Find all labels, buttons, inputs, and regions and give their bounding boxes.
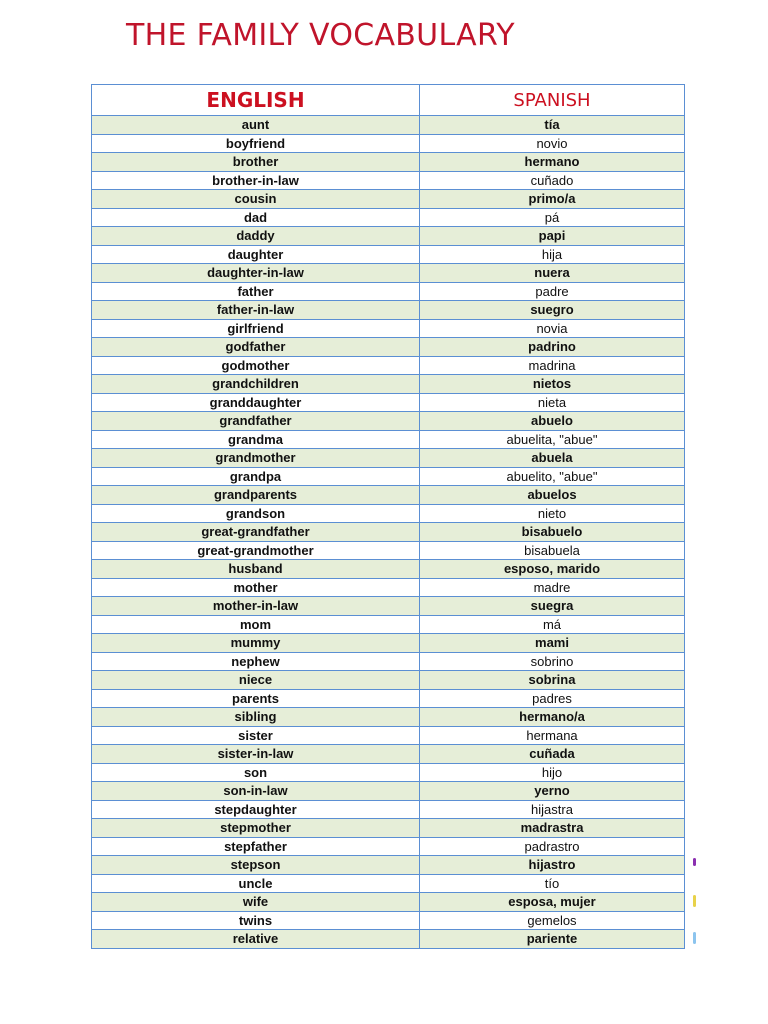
edge-mark-blue	[693, 932, 696, 944]
table-row	[92, 523, 685, 542]
table-row	[92, 356, 685, 375]
english-word: sibling	[92, 708, 420, 727]
spanish-word: nieto	[420, 504, 685, 523]
english-word: boyfriend	[92, 134, 420, 153]
english-word: granddaughter	[92, 393, 420, 412]
spanish-word: sobrino	[420, 652, 685, 671]
english-word: parents	[92, 689, 420, 708]
spanish-word: madrastra	[420, 819, 685, 838]
table-row	[92, 153, 685, 172]
table-row	[92, 467, 685, 486]
spanish-word: abuelos	[420, 486, 685, 505]
table-row	[92, 393, 685, 412]
table-row	[92, 671, 685, 690]
english-word: husband	[92, 560, 420, 579]
table-row	[92, 116, 685, 135]
spanish-word: tío	[420, 874, 685, 893]
table-row	[92, 652, 685, 671]
spanish-word: má	[420, 615, 685, 634]
english-word: father-in-law	[92, 301, 420, 320]
spanish-word: papi	[420, 227, 685, 246]
table-row	[92, 134, 685, 153]
table-body	[92, 116, 685, 949]
table-row	[92, 338, 685, 357]
spanish-word: suegra	[420, 597, 685, 616]
english-word: godmother	[92, 356, 420, 375]
spanish-word: padrino	[420, 338, 685, 357]
english-word: wife	[92, 893, 420, 912]
spanish-word: sobrina	[420, 671, 685, 690]
table-row	[92, 264, 685, 283]
english-word: cousin	[92, 190, 420, 209]
table-row	[92, 689, 685, 708]
spanish-word: novio	[420, 134, 685, 153]
spanish-word: padre	[420, 282, 685, 301]
english-word: dad	[92, 208, 420, 227]
english-word: daddy	[92, 227, 420, 246]
english-word: niece	[92, 671, 420, 690]
spanish-word: esposo, marido	[420, 560, 685, 579]
english-word: daughter-in-law	[92, 264, 420, 283]
table-row	[92, 560, 685, 579]
spanish-word: yerno	[420, 782, 685, 801]
english-word: stepmother	[92, 819, 420, 838]
english-word: sister	[92, 726, 420, 745]
spanish-word: abuelito, "abue"	[420, 467, 685, 486]
english-word: grandchildren	[92, 375, 420, 394]
table-row	[92, 541, 685, 560]
english-word: son-in-law	[92, 782, 420, 801]
spanish-word: abuelo	[420, 412, 685, 431]
table-row	[92, 634, 685, 653]
spanish-word: bisabuela	[420, 541, 685, 560]
spanish-word: hijastra	[420, 800, 685, 819]
spanish-word: cuñado	[420, 171, 685, 190]
table-row	[92, 208, 685, 227]
column-header-spanish: SPANISH	[420, 85, 685, 116]
table-row	[92, 856, 685, 875]
english-word: grandparents	[92, 486, 420, 505]
spanish-word: tía	[420, 116, 685, 135]
english-word: nephew	[92, 652, 420, 671]
table-row	[92, 375, 685, 394]
table-row	[92, 282, 685, 301]
english-word: stepson	[92, 856, 420, 875]
english-word: grandfather	[92, 412, 420, 431]
table-row	[92, 319, 685, 338]
spanish-word: abuelita, "abue"	[420, 430, 685, 449]
spanish-word: novia	[420, 319, 685, 338]
english-word: mother-in-law	[92, 597, 420, 616]
english-word: grandpa	[92, 467, 420, 486]
table-row	[92, 763, 685, 782]
english-word: grandmother	[92, 449, 420, 468]
spanish-word: esposa, mujer	[420, 893, 685, 912]
english-word: brother	[92, 153, 420, 172]
spanish-word: suegro	[420, 301, 685, 320]
spanish-word: hermana	[420, 726, 685, 745]
spanish-word: hijo	[420, 763, 685, 782]
spanish-word: nietos	[420, 375, 685, 394]
page-title: THE FAMILY VOCABULARY	[126, 18, 515, 53]
spanish-word: cuñada	[420, 745, 685, 764]
spanish-word: gemelos	[420, 911, 685, 930]
table-row	[92, 708, 685, 727]
spanish-word: pariente	[420, 930, 685, 949]
table-row	[92, 412, 685, 431]
spanish-word: nieta	[420, 393, 685, 412]
table-row	[92, 486, 685, 505]
table-row	[92, 911, 685, 930]
english-word: twins	[92, 911, 420, 930]
english-word: great-grandfather	[92, 523, 420, 542]
table-row	[92, 597, 685, 616]
english-word: son	[92, 763, 420, 782]
english-word: brother-in-law	[92, 171, 420, 190]
edge-mark-purple	[693, 858, 696, 866]
spanish-word: pá	[420, 208, 685, 227]
table-row	[92, 171, 685, 190]
table-row	[92, 800, 685, 819]
english-word: stepfather	[92, 837, 420, 856]
english-word: uncle	[92, 874, 420, 893]
spanish-word: bisabuelo	[420, 523, 685, 542]
spanish-word: padres	[420, 689, 685, 708]
spanish-word: hija	[420, 245, 685, 264]
table-row	[92, 782, 685, 801]
english-word: father	[92, 282, 420, 301]
table-row	[92, 449, 685, 468]
table-row	[92, 745, 685, 764]
edge-mark-yellow	[693, 895, 696, 907]
table-row	[92, 819, 685, 838]
english-word: mother	[92, 578, 420, 597]
table-row	[92, 227, 685, 246]
vocabulary-table	[91, 84, 685, 949]
table-row	[92, 874, 685, 893]
english-word: godfather	[92, 338, 420, 357]
table-row	[92, 190, 685, 209]
english-word: stepdaughter	[92, 800, 420, 819]
spanish-word: madrina	[420, 356, 685, 375]
english-word: daughter	[92, 245, 420, 264]
table-row	[92, 578, 685, 597]
table-row	[92, 301, 685, 320]
spanish-word: madre	[420, 578, 685, 597]
spanish-word: nuera	[420, 264, 685, 283]
spanish-word: mami	[420, 634, 685, 653]
english-word: girlfriend	[92, 319, 420, 338]
english-word: grandson	[92, 504, 420, 523]
english-word: grandma	[92, 430, 420, 449]
english-word: relative	[92, 930, 420, 949]
spanish-word: hermano	[420, 153, 685, 172]
table-row	[92, 930, 685, 949]
table-row	[92, 726, 685, 745]
table-row	[92, 837, 685, 856]
english-word: mom	[92, 615, 420, 634]
table-row	[92, 893, 685, 912]
table-row	[92, 245, 685, 264]
table-row	[92, 504, 685, 523]
column-header-english: ENGLISH	[92, 85, 420, 116]
english-word: mummy	[92, 634, 420, 653]
spanish-word: primo/a	[420, 190, 685, 209]
spanish-word: abuela	[420, 449, 685, 468]
table-row	[92, 430, 685, 449]
english-word: great-grandmother	[92, 541, 420, 560]
table-row	[92, 615, 685, 634]
english-word: sister-in-law	[92, 745, 420, 764]
english-word: aunt	[92, 116, 420, 135]
spanish-word: hermano/a	[420, 708, 685, 727]
spanish-word: padrastro	[420, 837, 685, 856]
table-header-row	[92, 85, 685, 116]
spanish-word: hijastro	[420, 856, 685, 875]
